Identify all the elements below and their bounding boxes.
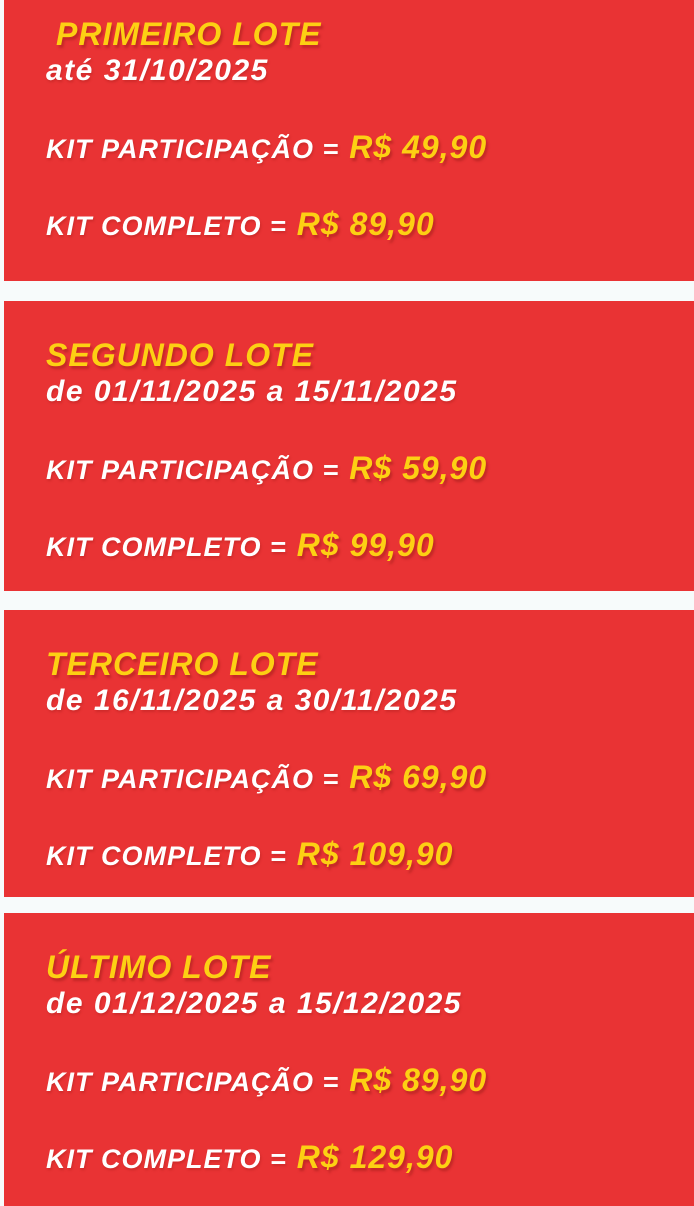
- lot-card-ultimo: [4, 913, 694, 1206]
- kit-participacao-price: R$ 59,90: [349, 449, 488, 486]
- kit-participacao-line: [46, 129, 674, 166]
- lot-title: TERCEIRO LOTE: [46, 646, 319, 682]
- kit-participacao-line: [46, 450, 674, 487]
- kit-participacao-label: KIT PARTICIPAÇÃO =: [46, 454, 340, 485]
- kit-completo-price: R$ 89,90: [296, 205, 435, 242]
- lot-title: PRIMEIRO LOTE: [56, 16, 322, 52]
- lot-period: até 31/10/2025: [46, 53, 269, 87]
- kit-completo-label: KIT COMPLETO =: [46, 1143, 287, 1174]
- kit-participacao-price: R$ 69,90: [349, 758, 488, 795]
- kit-participacao-label: KIT PARTICIPAÇÃO =: [46, 133, 340, 164]
- kit-completo-line: [46, 206, 674, 243]
- kit-participacao-line: [46, 1062, 674, 1099]
- lot-period: de 01/12/2025 a 15/12/2025: [46, 986, 462, 1020]
- kit-completo-price: R$ 129,90: [296, 1138, 454, 1175]
- lot-title: SEGUNDO LOTE: [46, 337, 315, 373]
- lot-period: de 16/11/2025 a 30/11/2025: [46, 683, 458, 717]
- lot-title: ÚLTIMO LOTE: [46, 949, 272, 985]
- lot-card-primeiro: [4, 0, 694, 281]
- kit-completo-line: [46, 836, 674, 873]
- kit-completo-price: R$ 99,90: [296, 526, 435, 563]
- kit-completo-label: KIT COMPLETO =: [46, 840, 287, 871]
- kit-completo-label: KIT COMPLETO =: [46, 531, 287, 562]
- kit-participacao-price: R$ 49,90: [349, 128, 488, 165]
- lot-period: de 01/11/2025 a 15/11/2025: [46, 374, 458, 408]
- kit-participacao-label: KIT PARTICIPAÇÃO =: [46, 1066, 340, 1097]
- kit-participacao-label: KIT PARTICIPAÇÃO =: [46, 763, 340, 794]
- lot-card-terceiro: [4, 610, 694, 897]
- kit-completo-line: [46, 1139, 674, 1176]
- kit-completo-line: [46, 527, 674, 564]
- lot-card-segundo: [4, 301, 694, 591]
- kit-completo-label: KIT COMPLETO =: [46, 210, 287, 241]
- kit-participacao-price: R$ 89,90: [349, 1061, 488, 1098]
- kit-completo-price: R$ 109,90: [296, 835, 454, 872]
- kit-participacao-line: [46, 759, 674, 796]
